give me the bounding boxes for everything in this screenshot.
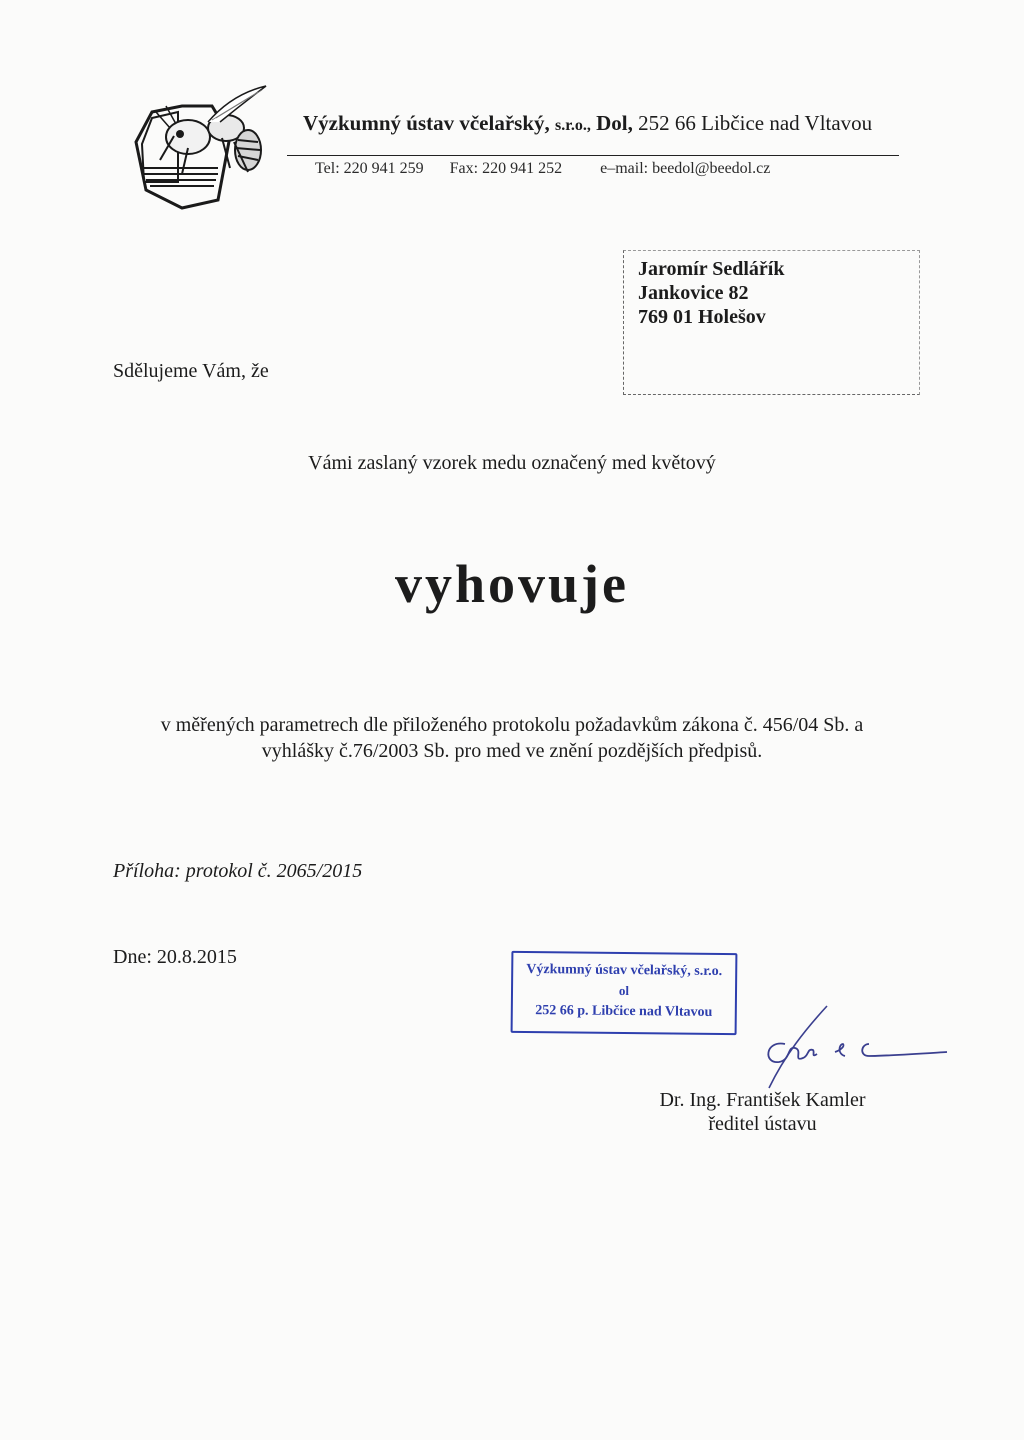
institute-address: 252 66 Libčice nad Vltavou bbox=[638, 111, 873, 135]
official-stamp bbox=[511, 951, 738, 1035]
letter-date: Dne: 20.8.2015 bbox=[113, 946, 237, 968]
header-divider bbox=[287, 155, 899, 156]
institute-header bbox=[303, 111, 872, 136]
compliance-line-2: vyhlášky č.76/2003 Sb. pro med ve znění pozdějších předpisů. bbox=[261, 740, 763, 762]
signatory-title: ředitel ústavu bbox=[708, 1113, 817, 1135]
recipient-street: Jankovice 82 bbox=[638, 282, 749, 304]
company-form: s.r.o., bbox=[555, 117, 591, 134]
stamp-line-1: Výzkumný ústav včelařský, s.r.o. bbox=[526, 961, 723, 980]
compliance-line-1: v měřených parametrech dle přiloženého protokolu požadavkům zákona č. 456/04 Sb. a bbox=[160, 714, 864, 736]
verdict-heading: vyhovuje bbox=[394, 554, 629, 614]
compliance-text bbox=[0, 712, 1024, 764]
attachment-note: Příloha: protokol č. 2065/2015 bbox=[113, 860, 363, 882]
phone-number: Tel: 220 941 259 bbox=[315, 160, 424, 177]
stamp-line-3: 252 66 p. Libčice nad Vltavou bbox=[535, 1003, 713, 1020]
signatory-block bbox=[620, 1088, 905, 1136]
institute-place: Dol, bbox=[596, 111, 633, 135]
signature-image bbox=[745, 1000, 950, 1090]
signatory-name: Dr. Ing. František Kamler bbox=[659, 1089, 866, 1111]
stamp-line-2: ol bbox=[618, 982, 630, 999]
intro-text: Sdělujeme Vám, že bbox=[113, 360, 269, 382]
email-address: e–mail: beedol@beedol.cz bbox=[600, 160, 771, 177]
sample-sentence: Vámi zaslaný vzorek medu označený med květový bbox=[308, 452, 716, 474]
recipient-address-box bbox=[623, 250, 920, 395]
contact-line bbox=[315, 160, 770, 178]
bee-logo-icon bbox=[130, 82, 270, 212]
recipient-city: 769 01 Holešov bbox=[638, 306, 766, 328]
institute-name: Výzkumný ústav včelařský, bbox=[303, 111, 550, 135]
recipient-name: Jaromír Sedlářík bbox=[638, 258, 785, 280]
fax-number: Fax: 220 941 252 bbox=[449, 160, 563, 177]
